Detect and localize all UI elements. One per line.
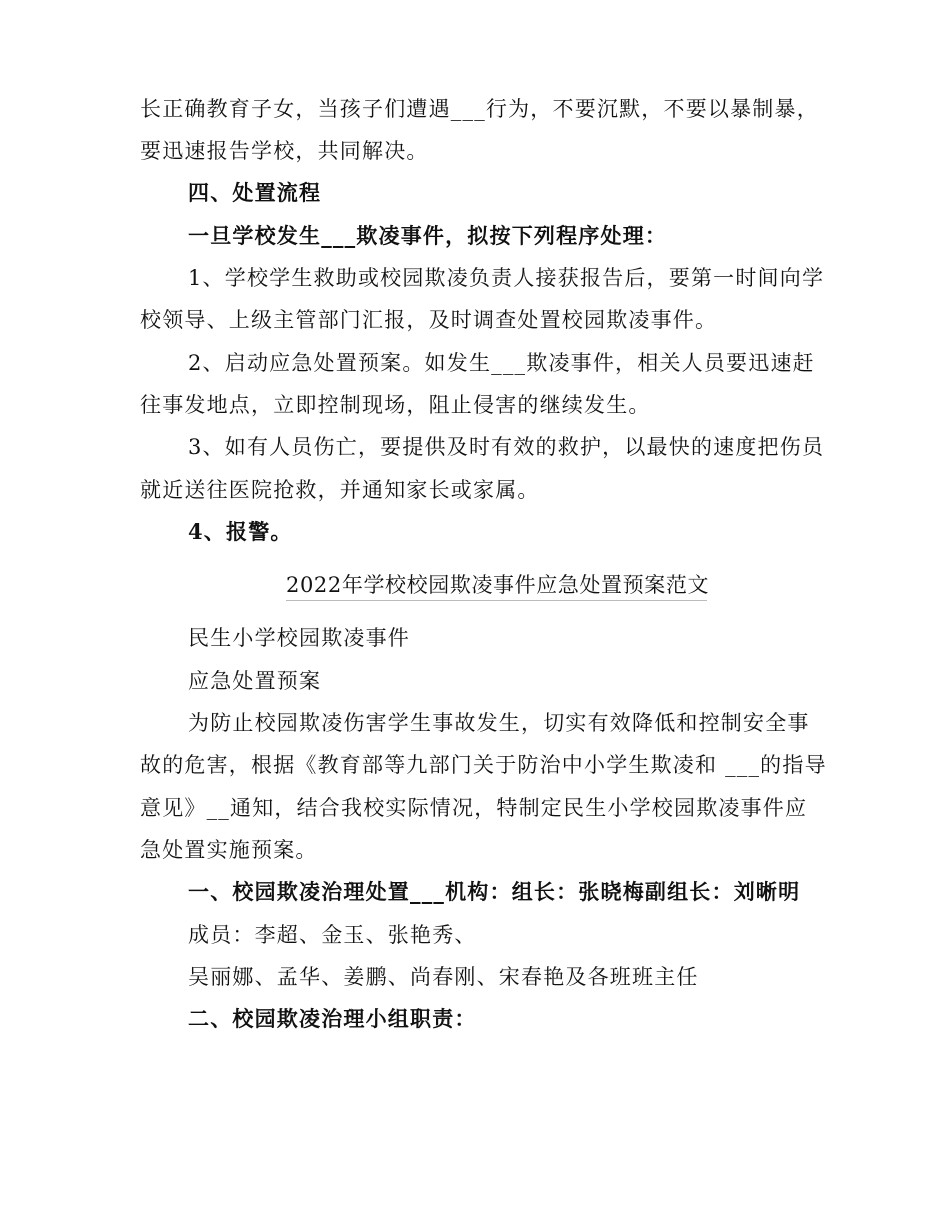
paragraph-line: 往事发地点，立即控制现场，阻止侵害的继续发生。 — [140, 393, 651, 417]
paragraph-line: 吴丽娜、孟华、姜鹏、尚春刚、宋春艳及各班班主任 — [188, 965, 699, 989]
section-heading: 二、校园欺凌治理小组职责： — [188, 1006, 477, 1031]
paragraph-line: 意见》__通知，结合我校实际情况，特制定民生小学校园欺凌事件应 — [140, 796, 808, 820]
list-item-line: 2、启动应急处置预案。如发生___欺凌事件，相关人员要迅速赶 — [188, 351, 815, 375]
paragraph-line: 应急处置预案 — [188, 669, 322, 693]
title-underline — [286, 600, 707, 601]
paragraph-line: 急处置实施预案。 — [140, 838, 318, 862]
section-heading: 一、校园欺凌治理处置___机构：组长：张晓梅副组长：刘晰明 — [188, 879, 801, 904]
list-item-line: 3、如有人员伤亡，要提供及时有效的救护，以最快的速度把伤员 — [188, 435, 825, 459]
paragraph-line: 校领导、上级主管部门汇报，及时调查处置校园欺凌事件。 — [140, 308, 718, 332]
paragraph-line: 民生小学校园欺凌事件 — [188, 626, 410, 650]
paragraph-line: 长正确教育子女，当孩子们遭遇___行为，不要沉默，不要以暴制暴， — [140, 97, 819, 121]
document-title: 2022年学校校园欺凌事件应急处置预案范文 — [286, 573, 710, 597]
paragraph-line: 为防止校园欺凌伤害学生事故发生，切实有效降低和控制安全事 — [188, 711, 810, 735]
list-item-line: 1、学校学生救助或校园欺凌负责人接获报告后，要第一时间向学 — [188, 266, 825, 290]
paragraph-line: 成员：李超、金玉、张艳秀、 — [188, 923, 477, 947]
bold-paragraph-line: 一旦学校发生___欺凌事件，拟按下列程序处理： — [188, 223, 668, 248]
paragraph-line: 要迅速报告学校，共同解决。 — [140, 139, 429, 163]
paragraph-line: 故的危害，根据《教育部等九部门关于防治中小学生欺凌和 ___的指导 — [140, 753, 827, 777]
section-heading: 四、处置流程 — [188, 180, 322, 205]
paragraph-line: 就近送往医院抢救，并通知家长或家属。 — [140, 478, 540, 502]
list-item-line: 4、报警。 — [188, 519, 293, 544]
